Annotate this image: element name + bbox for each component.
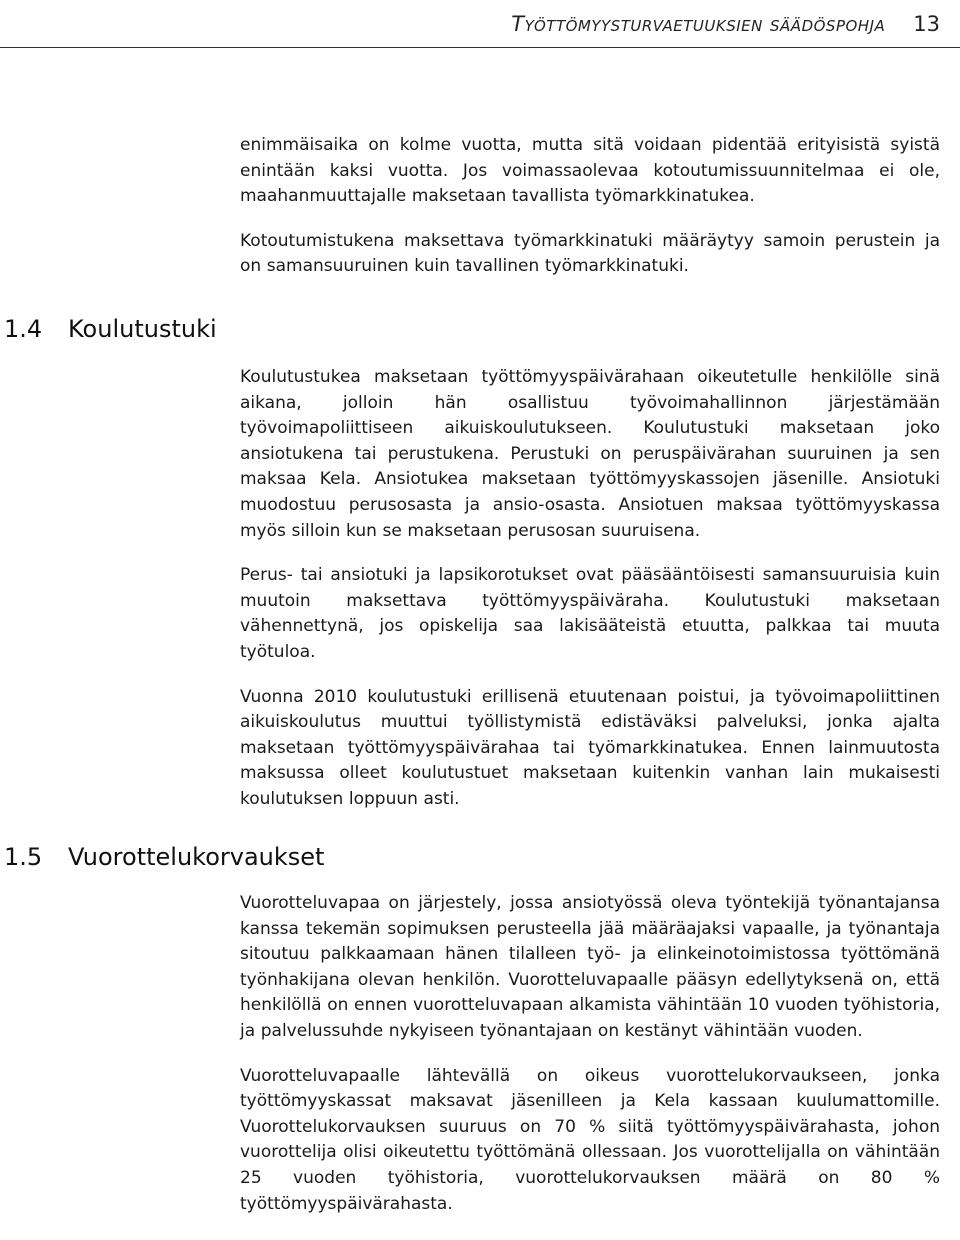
page-number: 13 (913, 12, 940, 36)
intro-text-block (240, 133, 940, 280)
section-number: 1.5 (4, 843, 43, 871)
paragraph: Vuonna 2010 koulutustuki erillisenä etuutenaan poistui, ja työvoimapoliittinen aikuiskoulutus muuttui työllistymistä edistäväksi palveluksi, jonka ajalta maksetaan työttömyyspäivärahaa tai työmarkkinatukea. Ennen lainmuutosta maksussa olleet koulutustuet maksetaan kuitenkin vanhan lain mukaisesti koulutuksen loppuun asti. (240, 686, 940, 809)
running-header (0, 12, 940, 46)
section-heading-vuorottelukorvaukset (4, 843, 324, 871)
paragraph: Kotoutumistukena maksettava työmarkkinatuki määräytyy samoin perustein ja on samansuuruinen kuin tavallinen työmarkkinatuki. (240, 230, 940, 277)
running-header-title: Työttömyysturvaetuuksien säädöspohja (511, 12, 886, 36)
paragraph: Vuorotteluvapaa on järjestely, jossa ansiotyössä oleva työntekijä työnantajansa kanssa tekemän sopimuksen perusteella jää määräajaksi vapaalle, ja työnantaja sitoutuu palkkaamaan hänen tilalleen työ- ja elinkeinotoimistossa työttömänä työnhakijana olevan henkilön. Vuorotteluvapaalle pääsyn edellytyksenä on, että henkilöllä on ennen vuorotteluvapaan alkamista vähintään 10 vuoden työhistoria, ja palvelussuhde nykyiseen työnantajaan on kestänyt vähintään vuoden. (240, 893, 940, 1041)
header-rule (0, 47, 960, 48)
section-title: Vuorottelukorvaukset (68, 843, 325, 871)
paragraph: Koulutustukea maksetaan työttömyyspäivärahaan oikeutetulle henkilölle sinä aikana, jolloin hän osallistuu työvoimahallinnon järjestämään työvoimapoliittiseen aikuiskoulutukseen. Koulutustuki maksetaan joko ansiotukena tai perustukena. Perustuki on peruspäivärahan suuruinen ja sen maksaa Kela. Ansiotukea maksetaan työttömyyskassojen jäsenille. Ansiotuki muodostuu perusosasta ja ansio-osasta. Ansiotuen maksaa työttömyyskassa myös silloin kun se maksetaan perusosan suuruisena. (240, 367, 940, 541)
section-number: 1.4 (4, 315, 43, 343)
section-heading-koulutustuki (4, 315, 217, 343)
section-vuorottelukorvaukset-body (240, 891, 940, 1217)
section-title: Koulutustuki (68, 315, 217, 343)
paragraph: enimmäisaika on kolme vuotta, mutta sitä voidaan pidentää erityisistä syistä enintään kaksi vuotta. Jos voimassaolevaa kotoutumissuunnitelmaa ei ole, maahanmuuttajalle maksetaan tavallista työmarkkinatukea. (240, 135, 940, 207)
paragraph: Perus- tai ansiotuki ja lapsikorotukset ovat pääsääntöisesti samansuuruisia kuin muutoin maksettava työttömyyspäiväraha. Koulutustuki maksetaan vähennettynä, jos opiskelija saa lakisääteistä etuutta, palkkaa tai muuta työtuloa. (240, 565, 940, 662)
paragraph: Vuorotteluvapaalle lähtevällä on oikeus vuorottelukorvaukseen, jonka työttömyyskassat maksavat jäsenilleen ja Kela kassaan kuulumattomille. Vuorottelukorvauksen suuruus on 70 % siitä työttömyyspäivärahasta, johon vuorottelija olisi oikeutettu työttömänä ollessaan. Jos vuorottelijalla on vähintään 25 vuoden työhistoria, vuorottelukorvauksen määrä on 80 % työttömyyspäivärahasta. (240, 1065, 940, 1214)
section-koulutustuki-body (240, 365, 940, 813)
